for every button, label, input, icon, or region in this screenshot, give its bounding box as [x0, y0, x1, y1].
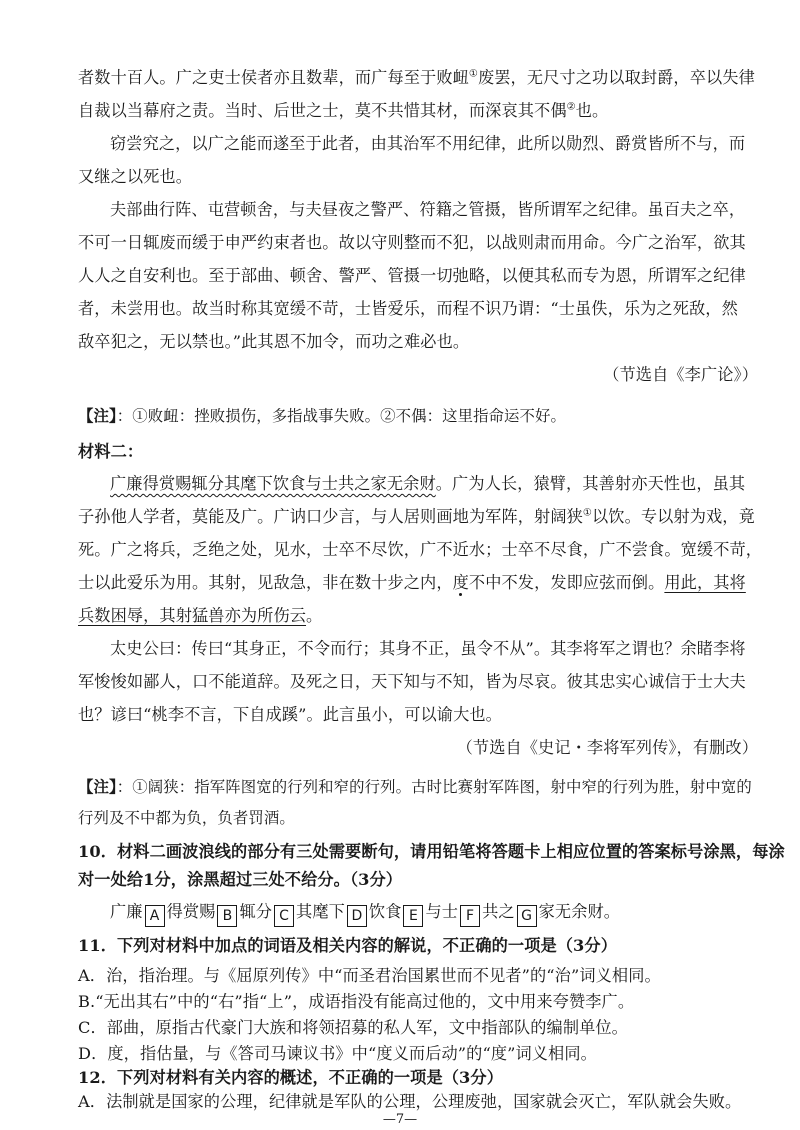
q11-option-d: D．度，指估量，与《答司马谏议书》中“度义而后动”的“度”词义相同。: [78, 1044, 597, 1063]
q10-stem-line-2: 对一处给1分，涂黑超过三处不给分。（3分）: [78, 870, 403, 889]
footnote-mark-1: ①: [468, 68, 478, 80]
q11-option-b: B.“无出其右”中的“右”指“上”，成语指没有能高过他的，文中用来夸赞李广。: [78, 992, 635, 1011]
passage1-line-7: 人人之自安利也。至于部曲、顿舍、警严、管摄一切弛略，以便其私而专为恩，所谓军之纪律: [78, 266, 746, 285]
passage2-line-6: 太史公曰：传曰“其身正，不令而行；其身不正，虽令不从”。其李将军之谓也？余睹李将: [110, 639, 746, 658]
passage1-line-4: 又继之以死也。: [78, 167, 193, 186]
answer-box-d[interactable]: D: [347, 905, 367, 927]
dotted-word-du: 度: [452, 573, 469, 592]
q11-option-a: A．治，指治理。与《屈原列传》中“而圣君治国累世而不见者”的“治”词义相同。: [78, 966, 661, 985]
passage1-source: （节选自《李广论》）: [603, 365, 758, 384]
q10-sentence: 广廉 A 得赏赐 B 辄分 C 其麾下 D 饮食 E 与士 F 共之 G 家无余财。: [110, 900, 760, 927]
passage1-line-3: 窃尝究之，以广之能而遂至于此者，由其治军不用纪律，此所以勋烈、爵赏皆所不与，而: [110, 134, 746, 153]
passage1-line-8: 者，未尝用也。故当时称其宽缓不苛，士皆爱乐，而程不识乃谓：“士虽佚，乐为之死敌，然: [78, 299, 738, 318]
passage2-line-3: 死。广之将兵，乏绝之处，见水，士卒不尽饮，广不近水；士卒不尽食，广不尝食。宽缓不苛，: [78, 540, 763, 559]
note1-label: 【注】: [78, 407, 117, 425]
note1: 【注】：①败衄：挫败损伤，多指战事失败。②不偶：这里指命运不好。: [78, 407, 567, 425]
passage1-line-9: 敌卒犯之，无以禁也。”此其恩不加令，而功之难必也。: [78, 332, 470, 351]
note2-line-2: 行列及不中都为负，负者罚酒。: [78, 809, 295, 827]
passage2-line-7: 军悛悛如鄙人，口不能道辞。及死之日，天下知与不知，皆为尽哀。彼其忠实心诚信于士大夫: [78, 672, 746, 691]
note2-line-1: 【注】：①阔狭：指军阵图宽的行列和窄的行列。古时比赛射军阵图，射中窄的行列为胜，射中宽的: [78, 778, 752, 796]
passage1-line-2: 自裁以当幕府之责。当时、后世之士，莫不共惜其材，而深哀其不偶②也。: [78, 101, 609, 120]
passage1-line-5: 夫部曲行阵、屯营顿舍，与夫昼夜之警严、符籍之管摄，皆所谓军之纪律。虽百夫之卒，: [110, 200, 746, 219]
page-number: —7—: [382, 1112, 418, 1127]
footnote-mark-1: ①: [582, 507, 592, 519]
footnote-mark-2: ②: [566, 101, 576, 113]
q12-option-a: A．法制就是国家的公理，纪律就是军队的公理，公理废弛，国家就会灭亡，军队就会失败。: [78, 1092, 742, 1111]
answer-box-f[interactable]: F: [460, 905, 480, 927]
underlined-text-2: 兵数困辱，其射猛兽亦为所伤云: [78, 606, 307, 625]
q11-option-c: C．部曲，原指古代豪门大族和将领招募的私人军，文中指部队的编制单位。: [78, 1018, 628, 1037]
q12-stem: 12．下列对材料有关内容的概述，不正确的一项是（3分）: [78, 1068, 503, 1087]
passage2-line-1: 广廉得赏赐辄分其麾下饮食与士共之家无余财。广为人长，猿臂，其善射亦天性也，虽其: [110, 474, 746, 493]
passage1-line-1: 者数十百人。广之吏士侯者亦且数辈，而广每至于败衄①废罢，无尺寸之功以取封爵，卒以失律: [78, 68, 755, 87]
answer-box-g[interactable]: G: [517, 905, 537, 927]
answer-box-b[interactable]: B: [217, 905, 237, 927]
note2-label: 【注】: [78, 778, 117, 796]
wavy-underlined-text: 广廉得赏赐辄分其麾下饮食与士共之家无余财: [110, 474, 436, 493]
passage2-source: （节选自《史记・李将军列传》，有删改）: [456, 738, 758, 757]
answer-box-c[interactable]: C: [274, 905, 294, 927]
underlined-text-1: 用此，其将: [664, 573, 746, 592]
q10-stem-line-1: 10．材料二画波浪线的部分有三处需要断句，请用铅笔将答题卡上相应位置的答案标号涂黑，每涂: [78, 842, 785, 861]
passage2-heading: 材料二：: [78, 442, 144, 461]
passage2-line-5: 兵数困辱，其射猛兽亦为所伤云。: [78, 606, 323, 625]
passage2-line-2: 子孙他人学者，莫能及广。广讷口少言，与人居则画地为军阵，射阔狭①以饮。专以射为戏，竟: [78, 507, 755, 526]
passage2-line-4: 士以此爱乐为用。其射，见敌急，非在数十步之内，度不中不发，发即应弦而倒。用此，其将: [78, 573, 746, 592]
passage2-line-8: 也？谚曰“桃李不言，下自成蹊”。此言虽小，可以谕大也。: [78, 705, 502, 724]
answer-box-a[interactable]: A: [145, 905, 165, 927]
q11-stem: 11．下列对材料中加点的词语及相关内容的解说，不正确的一项是（3分）: [78, 936, 617, 955]
answer-box-e[interactable]: E: [403, 905, 423, 927]
passage1-line-6: 不可一日辄废而缓于申严约束者也。故以守则整而不犯，以战则肃而用命。今广之治军，欲其: [78, 233, 746, 252]
